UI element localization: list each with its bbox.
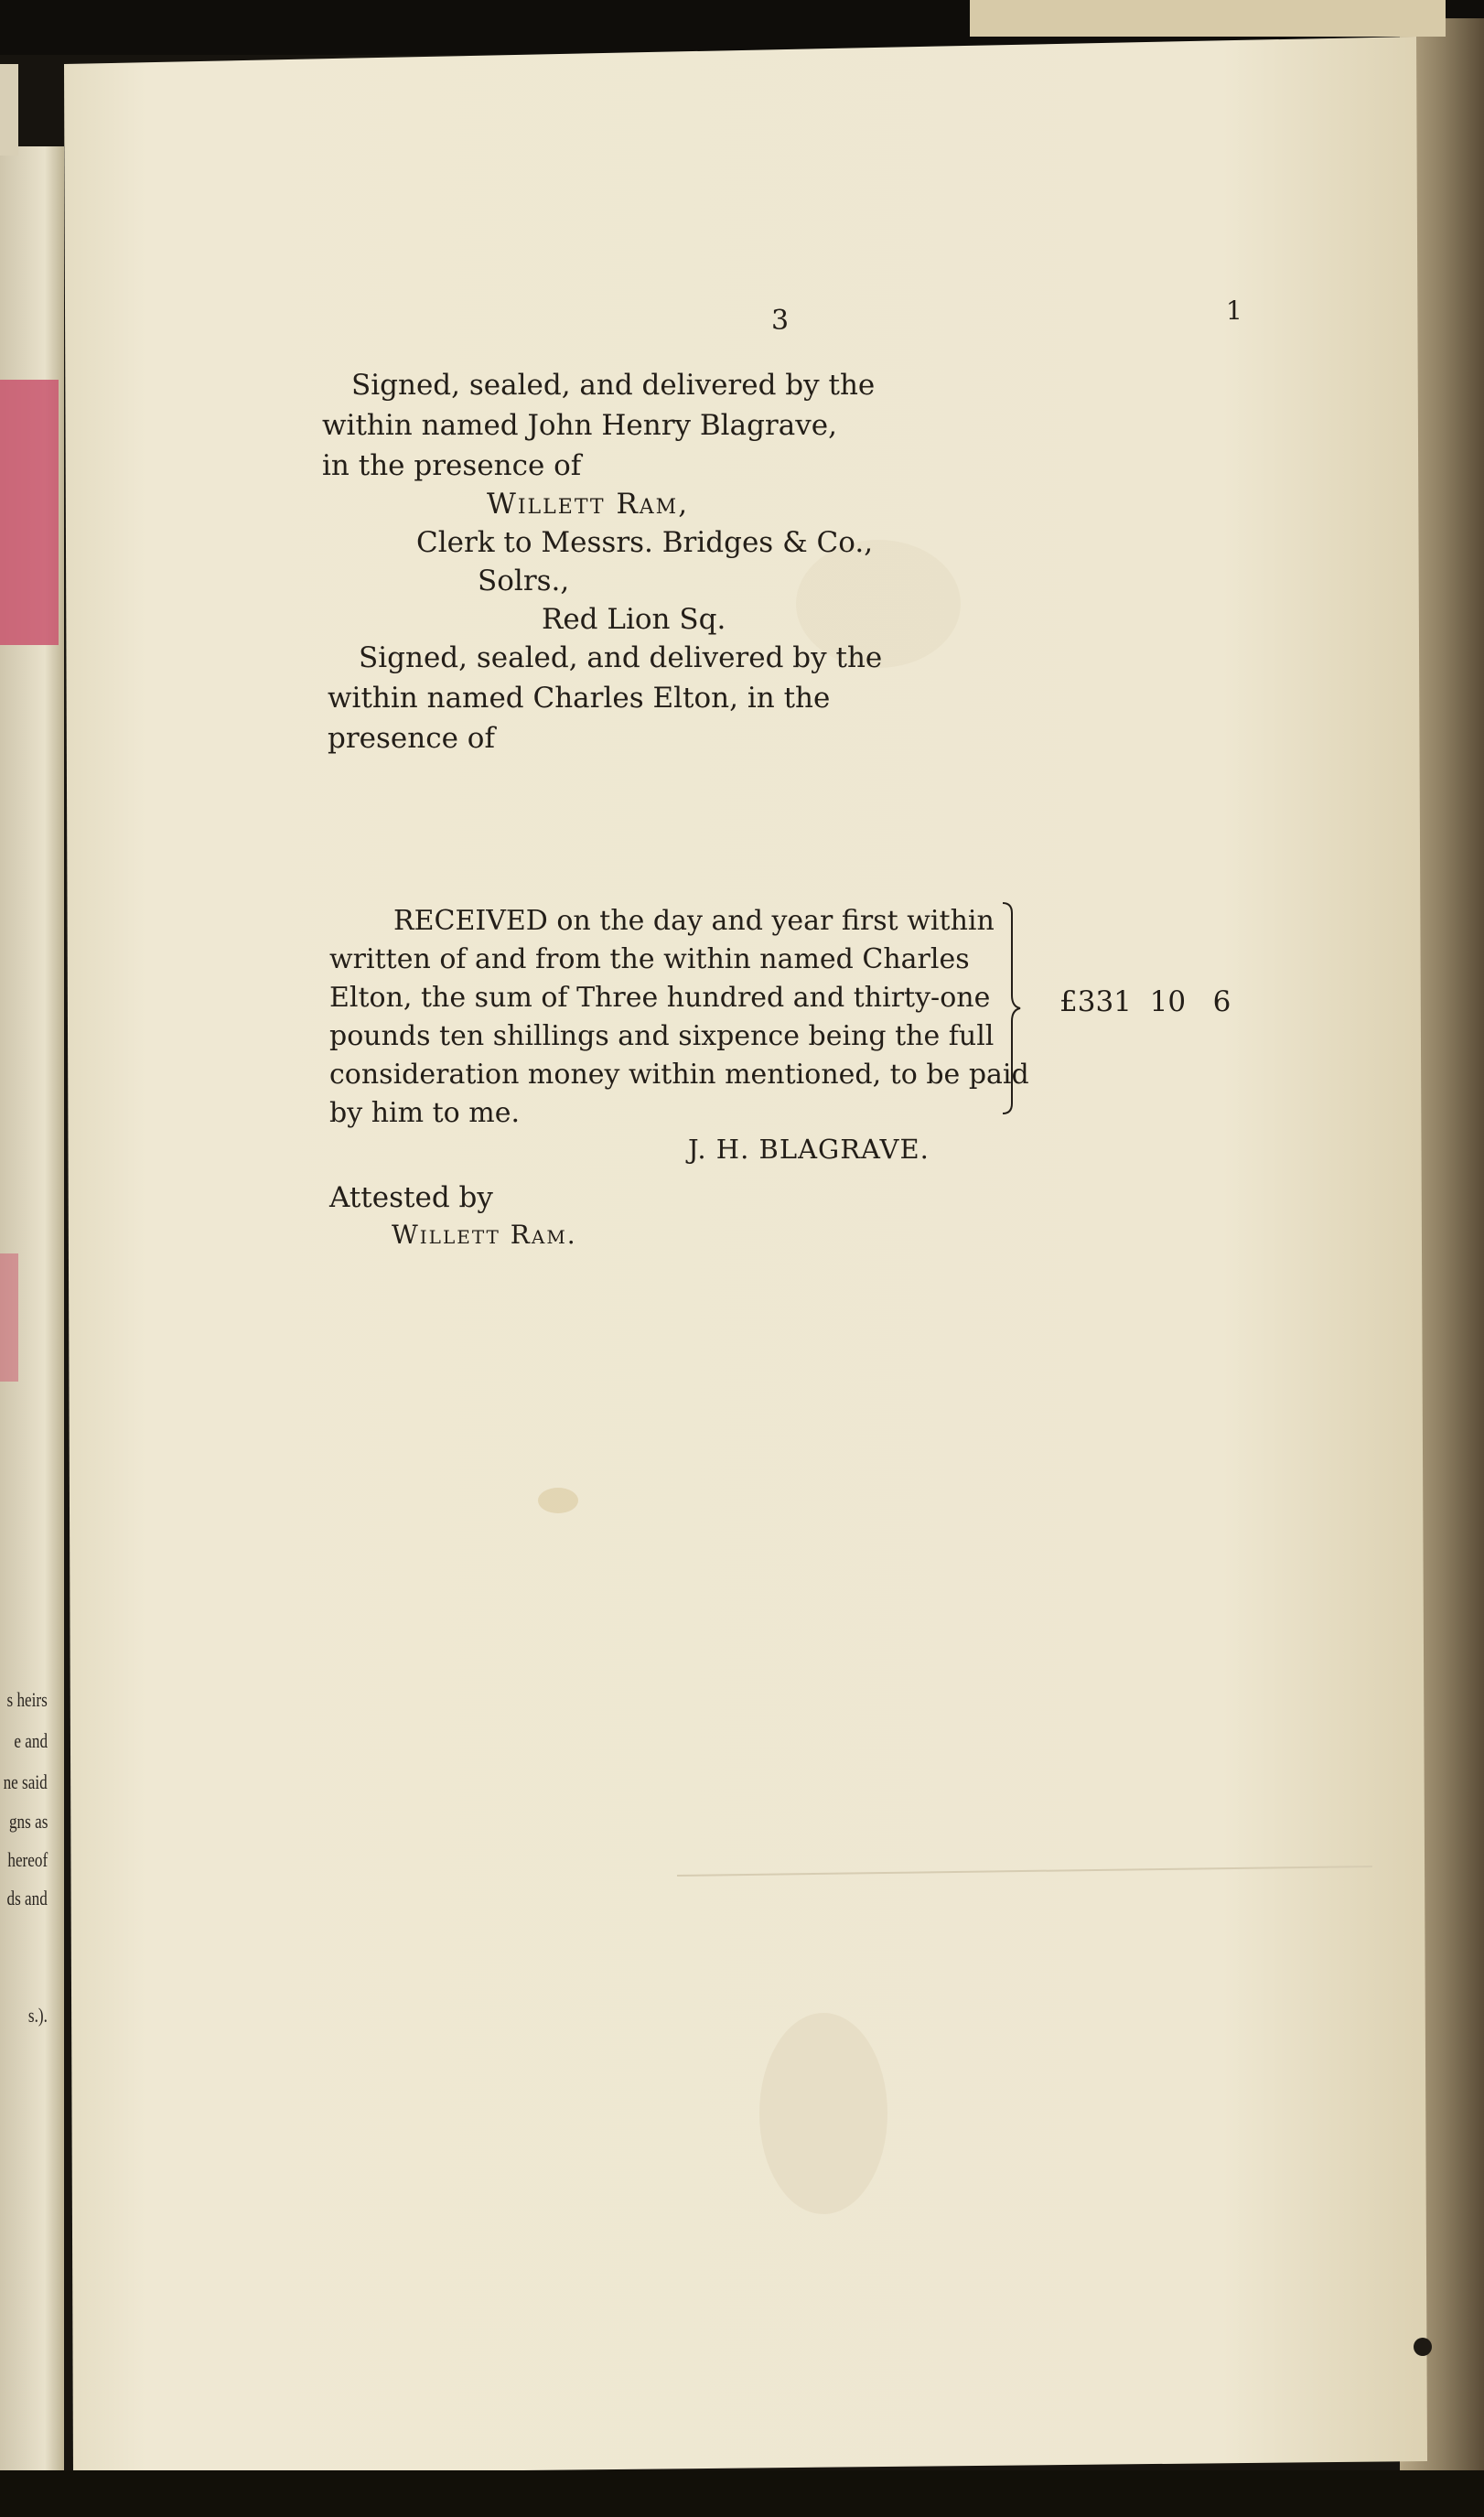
ribbon: [0, 380, 59, 645]
attested-label: Attested by: [329, 1181, 493, 1214]
witness-title: Clerk to Messrs. Bridges & Co.,: [416, 526, 874, 559]
page-number: 3: [771, 305, 790, 337]
signed-line: within named John Henry Blagrave,: [322, 409, 837, 442]
signed-line: Signed, sealed, and delivered by the: [351, 369, 876, 402]
main-page: [64, 37, 1427, 2475]
receipt-line: written of and from the within named Charles: [329, 943, 970, 975]
receipt-line: RECEIVED on the day and year first within: [393, 905, 995, 937]
signatory: J. H. BLAGRAVE.: [688, 1134, 930, 1165]
curly-brace: [1001, 900, 1023, 1116]
signed-line: presence of: [328, 722, 495, 755]
corner-mark: 1: [1226, 296, 1242, 326]
prev-fragment: ne said: [3, 1770, 48, 1793]
amount: £331 10 6: [1059, 985, 1231, 1018]
prev-fragment: gns as: [8, 1810, 48, 1833]
receipt-line: consideration money within mentioned, to be paid: [329, 1059, 1029, 1091]
signed-line: Signed, sealed, and delivered by the: [359, 641, 883, 674]
witness-role: Solrs.,: [478, 565, 570, 597]
attested-name: Willett Ram.: [392, 1220, 577, 1250]
prev-fragment: hereof: [7, 1848, 48, 1871]
receipt-line: Elton, the sum of Three hundred and thirty-one: [329, 982, 991, 1014]
signed-line: in the presence of: [322, 449, 582, 482]
witness-address: Red Lion Sq.: [542, 603, 726, 636]
witness-name: Willett Ram,: [487, 488, 690, 521]
prev-fragment: s.).: [28, 2004, 48, 2027]
prev-fragment: s heirs: [6, 1688, 48, 1711]
receipt-line: by him to me.: [329, 1097, 520, 1129]
prev-fragment: ds and: [6, 1887, 48, 1909]
receipt-line: pounds ten shillings and sixpence being the full: [329, 1020, 995, 1052]
signed-line: within named Charles Elton, in the: [328, 682, 831, 715]
prev-fragment: e and: [14, 1729, 48, 1752]
